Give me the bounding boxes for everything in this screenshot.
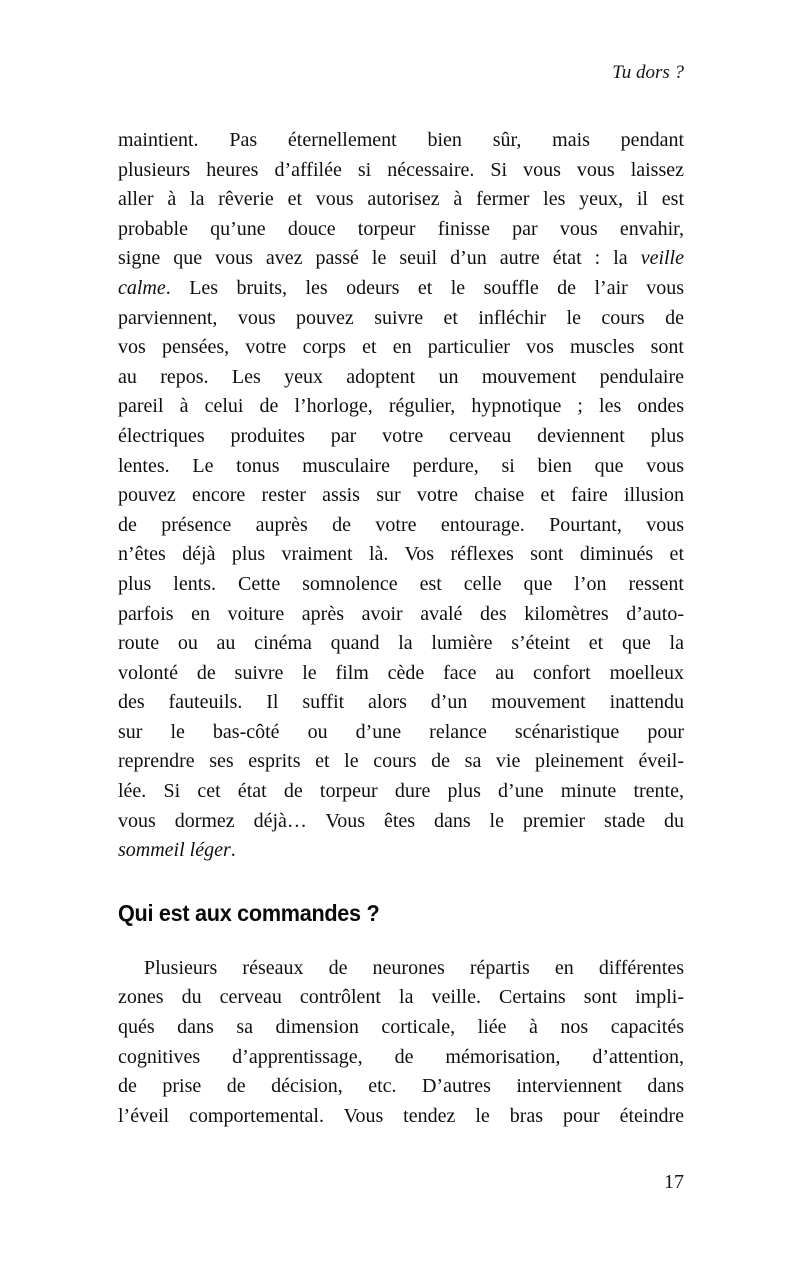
running-header: Tu dors ? <box>612 62 684 83</box>
text-line: reprendre ses esprits et le cours de sa vie pleinement éveil- <box>118 750 684 773</box>
text-line: lée. Si cet état de torpeur dure plus d’une minute trente, <box>118 780 684 803</box>
text-line: parviennent, vous pouvez suivre et infléchir le cours de <box>118 306 684 329</box>
text-line: vous dormez déjà… Vous êtes dans le premier stade du <box>118 809 684 832</box>
text-line: signe que vous avez passé le seuil d’un autre état : la veille <box>118 247 684 270</box>
paragraph-wakefulness <box>118 126 684 866</box>
body-text <box>118 126 684 1131</box>
text-line: qués dans sa dimension corticale, liée à nos capacités <box>118 1016 684 1039</box>
text-line: de présence auprès de votre entourage. Pourtant, vous <box>118 513 684 536</box>
text-line: aller à la rêverie et vous autorisez à fermer les yeux, il est <box>118 188 684 211</box>
text-line: volonté de suivre le film cède face au confort moelleux <box>118 661 684 684</box>
text-line: plusieurs heures d’affilée si nécessaire. Si vous vous laissez <box>118 158 684 181</box>
text-line: plus lents. Cette somnolence est celle que l’on ressent <box>118 572 684 595</box>
text-line: parfois en voiture après avoir avalé des kilomètres d’auto- <box>118 602 684 625</box>
section-heading: Qui est aux commandes ? <box>118 899 380 926</box>
text-line: sommeil léger. <box>118 839 236 862</box>
page-number: 17 <box>664 1171 684 1193</box>
text-line: l’éveil comportemental. Vous tendez le bras pour éteindre <box>118 1104 684 1127</box>
text-line: maintient. Pas éternellement bien sûr, mais pendant <box>118 129 684 151</box>
text-line: pareil à celui de l’horloge, régulier, hypnotique ; les ondes <box>118 395 684 418</box>
text-line: au repos. Les yeux adoptent un mouvement pendulaire <box>118 365 684 388</box>
text-line: n’êtes déjà plus vraiment là. Vos réflexes sont diminués et <box>118 543 684 566</box>
text-line: des fauteuils. Il suffit alors d’un mouvement inattendu <box>118 691 684 714</box>
text-line: zones du cerveau contrôlent la veille. Certains sont impli- <box>118 986 684 1009</box>
text-line: lentes. Le tonus musculaire perdure, si bien que vous <box>118 454 684 477</box>
text-line: pouvez encore rester assis sur votre chaise et faire illusion <box>118 484 684 507</box>
text-line: vos pensées, votre corps et en particulier vos muscles sont <box>118 336 684 359</box>
paragraph-neurones <box>118 954 684 1132</box>
text-line: sur le bas-côté ou d’une relance scénaristique pour <box>118 720 684 743</box>
text-line: électriques produites par votre cerveau deviennent plus <box>118 424 684 447</box>
text-line: calme. Les bruits, les odeurs et le souffle de l’air vous <box>118 276 684 299</box>
text-line: cognitives d’apprentissage, de mémorisation, d’attention, <box>118 1045 684 1068</box>
text-line: probable qu’une douce torpeur finisse par vous envahir, <box>118 217 684 240</box>
text-line: de prise de décision, etc. D’autres interviennent dans <box>118 1075 684 1098</box>
text-line: Plusieurs réseaux de neurones répartis en différentes <box>144 956 684 979</box>
text-line: route ou au cinéma quand la lumière s’éteint et que la <box>118 632 684 655</box>
